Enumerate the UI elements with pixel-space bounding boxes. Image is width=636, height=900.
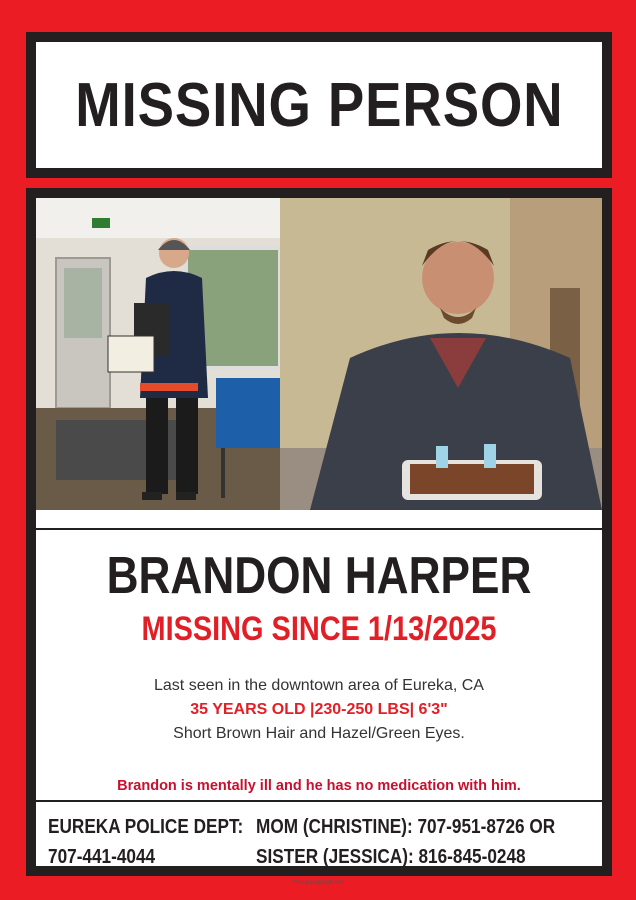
photo-birthday-image — [280, 198, 602, 510]
poster-title: MISSING PERSON — [74, 70, 564, 140]
header-frame — [26, 32, 612, 178]
main-panel — [36, 198, 602, 866]
photo-graduation-image — [36, 198, 280, 510]
police-label: EUREKA POLICE DEPT: — [48, 816, 244, 838]
family-contact — [256, 812, 566, 872]
sister-contact: SISTER (JESSICA): 816-845-0248 — [256, 846, 526, 868]
photo-divider — [36, 528, 602, 530]
last-seen-text: Last seen in the downtown area of Eureka, CA — [154, 677, 484, 694]
stats-text: 35 YEARS OLD |230-250 LBS| 6'3" — [190, 701, 448, 718]
description-text: Short Brown Hair and Hazel/Green Eyes. — [173, 725, 465, 742]
person-name: BRANDON HARPER — [106, 547, 532, 605]
police-phone: 707-441-4044 — [48, 846, 156, 868]
photo-birthday — [280, 198, 602, 510]
mom-contact: MOM (CHRISTINE): 707-951-8726 OR — [256, 816, 556, 838]
medical-warning: Brandon is mentally ill and he has no medication with him. — [117, 778, 521, 794]
contact-divider — [36, 800, 602, 802]
main-frame — [26, 188, 612, 876]
police-contact — [48, 812, 244, 872]
footer-placeholder-text: Your paragraph text — [291, 880, 345, 886]
photo-graduation — [36, 198, 280, 510]
header-panel — [36, 42, 602, 168]
missing-since: MISSING SINCE 1/13/2025 — [141, 610, 497, 648]
